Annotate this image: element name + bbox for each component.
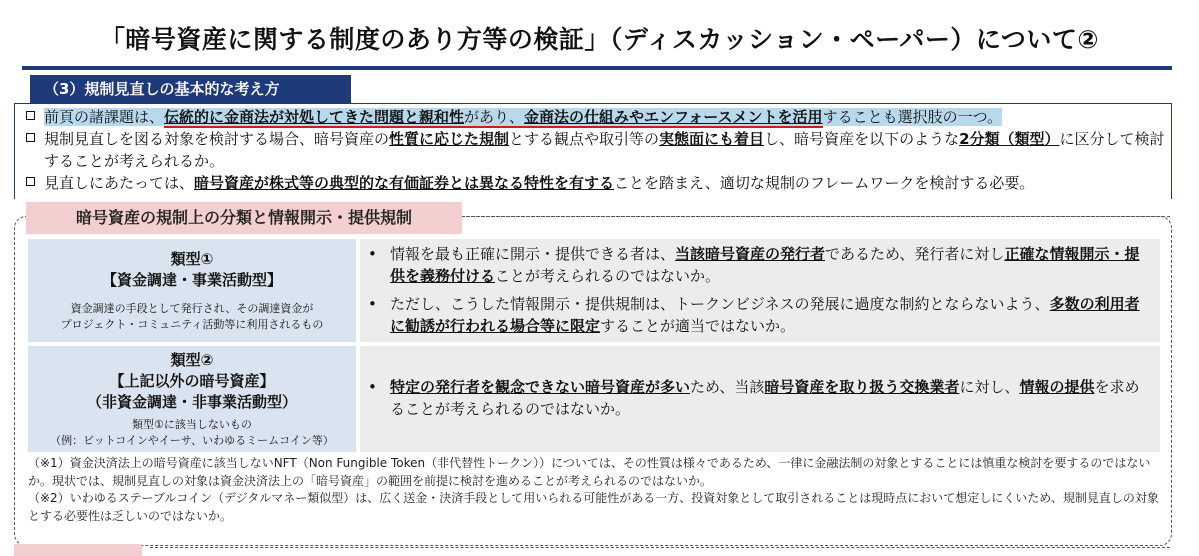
bullet-3-text: 見直しにあたっては、暗号資産が株式等の典型的な有価証券とは異なる特性を有することを踏まえ、適切な規制のフレームワークを検討する必要。 xyxy=(44,174,1035,192)
bullet-1-text: 前頁の諸課題は、伝統的に金商法が対処してきた問題と親和性があり、金商法の仕組みやエンフォースメントを活用することも選択肢の一つ。 xyxy=(44,108,1002,126)
title-divider xyxy=(22,66,1172,70)
subsection-divider xyxy=(462,216,1170,218)
bullet-list xyxy=(26,106,1166,194)
type-1-category: 【資金調達・事業活動型】 xyxy=(101,271,282,289)
checkbox-square-icon xyxy=(26,177,35,186)
type-1-description xyxy=(360,239,1160,342)
next-section-tab xyxy=(14,544,142,556)
bullet-item xyxy=(26,128,1166,172)
type-2-cell xyxy=(28,346,356,452)
checkbox-square-icon xyxy=(26,111,35,120)
bullet-item xyxy=(26,172,1166,194)
footnotes xyxy=(28,455,1168,525)
type-2-description xyxy=(360,346,1160,452)
type-2-category: 【上記以外の暗号資産】 xyxy=(109,372,275,390)
checkbox-square-icon xyxy=(26,133,35,142)
type-1-name: 類型① xyxy=(170,250,214,268)
type-1-desc-line: 資金調達の手段として発行され、その調達資金が xyxy=(70,302,314,315)
footnote-2: （※2）いわゆるステーブルコイン（デジタルマネー類似型）は、広く送金・決済手段として用いられる可能性がある一方、投資対象として取引されることは現時点において想定しにくいため、規制見直しの対象とする必要性は乏しいのではないか。 xyxy=(28,491,1159,523)
subsection-header: 暗号資産の規制上の分類と情報開示・提供規制 xyxy=(26,202,462,234)
desc-point: • ただし、こうした情報開示・提供規制は、トークンビジネスの発展に過度な制約とならないよう、多数の利用者に勧誘が行われる場合等に限定することが適当ではないか。 xyxy=(390,293,1146,337)
type-2-category-sub: （非資金調達・非事業活動型） xyxy=(86,393,297,411)
footnote-1: （※1）資金決済法上の暗号資産に該当しないNFT（Non Fungible Token（非代替性トークン））については、その性質は様々であるため、一律に金融法制の対象とすることには慎重な検討を要するのではないか。現状では、規制見直しの対象は資金決済法上の「暗号資産」の範囲を前提に検討を進めることが考えられるのではないか。 xyxy=(28,456,1151,488)
bullet-item xyxy=(26,106,1166,128)
desc-point: • 情報を最も正確に開示・提供できる者は、当該暗号資産の発行者であるため、発行者に対し正確な情報開示・提供を義務付けることが考えられるのではないか。 xyxy=(390,243,1146,287)
type-1-desc-line: プロジェクト・コミュニティ活動等に利用されるもの xyxy=(60,318,324,331)
desc-point: • 特定の発行者を観念できない暗号資産が多いため、当該暗号資産を取り扱う交換業者に対し、情報の提供を求めることが考えられるのではないか。 xyxy=(390,376,1146,420)
bullet-2-text: 規制見直しを図る対象を検討する場合、暗号資産の性質に応じた規制とする観点や取引等の実態面にも着目し、暗号資産を以下のような2分類（類型）に区分して検討することが考えられるか。 xyxy=(44,130,1165,170)
section-header: （3）規制見直しの基本的な考え方 xyxy=(30,75,351,103)
type-2-desc-line: （例：ビットコインやイーサ、いわゆるミームコイン等） xyxy=(50,434,334,447)
type-2-name: 類型② xyxy=(170,351,214,369)
type-2-desc-line: 類型①に該当しないもの xyxy=(132,418,252,431)
page-title: 「暗号資産に関する制度のあり方等の検証」（ディスカッション・ペーパー）について② xyxy=(99,25,1100,54)
type-1-cell xyxy=(28,239,356,342)
next-section-divider xyxy=(150,547,1170,548)
